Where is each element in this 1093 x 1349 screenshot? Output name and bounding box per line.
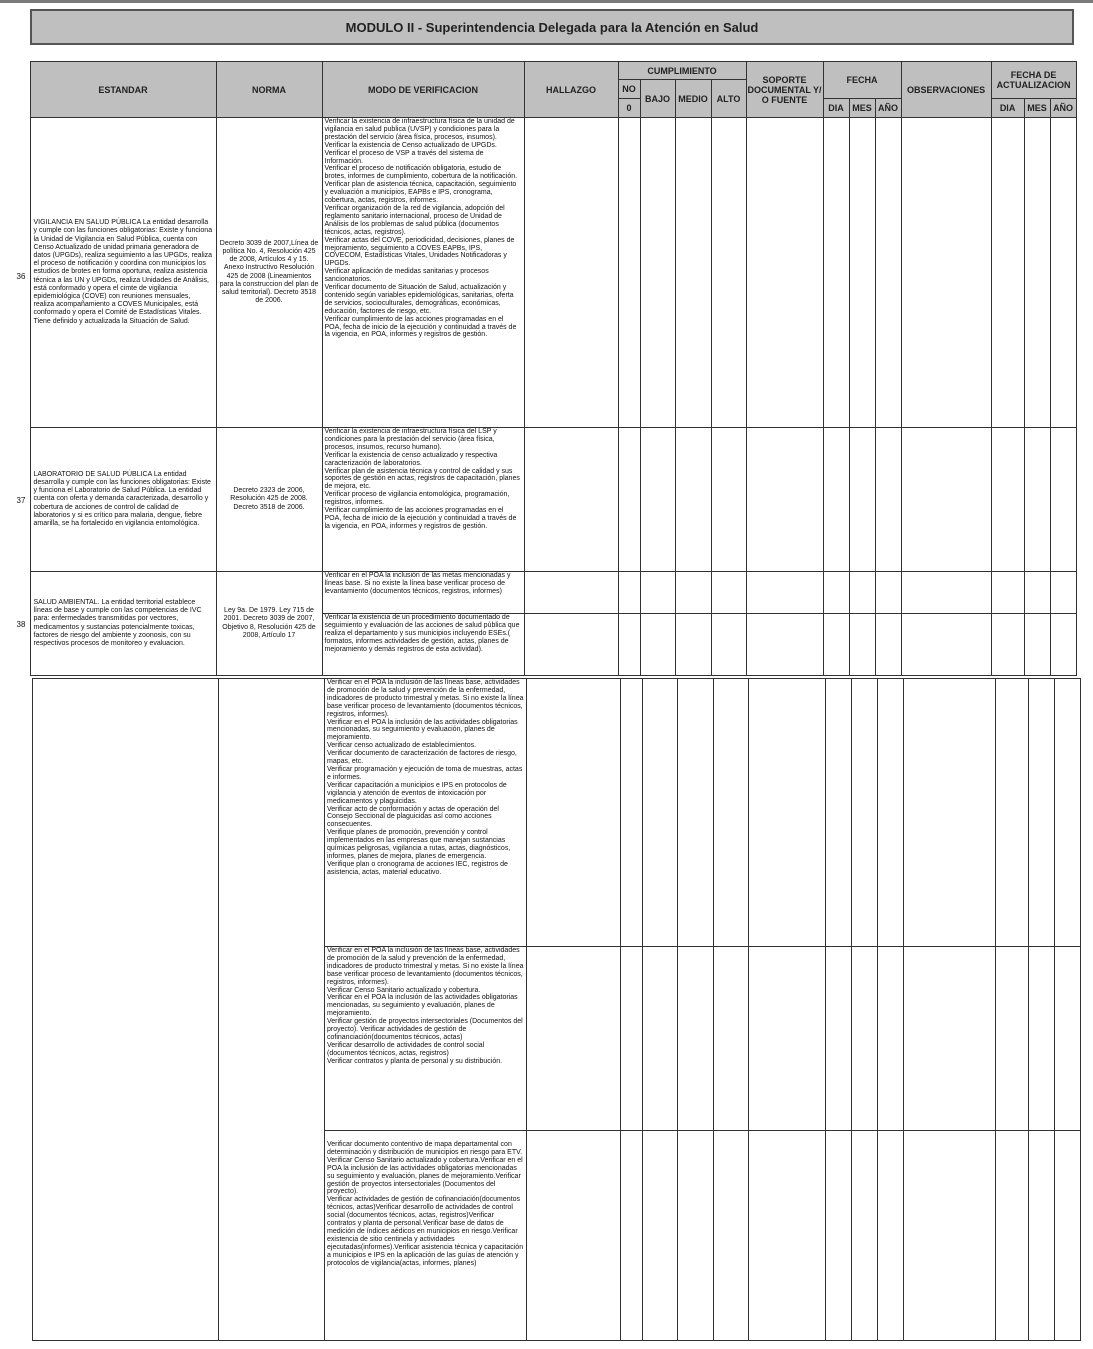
no-cell	[618, 428, 640, 572]
medio-cell	[675, 118, 711, 428]
no-cell	[621, 1131, 643, 1341]
header-norma: NORMA	[216, 62, 322, 118]
header-hallazgo: HALLAZGO	[524, 62, 618, 118]
top-rule	[0, 0, 1093, 3]
alto-cell	[714, 947, 749, 1131]
continuation-table	[32, 678, 1081, 1341]
soporte-cell	[746, 572, 823, 614]
medio-cell	[678, 679, 714, 947]
observaciones-cell	[904, 1131, 996, 1341]
header-modo: MODO DE VERIFICACION	[322, 62, 524, 118]
act-dia-cell	[996, 679, 1029, 947]
table-row	[30, 118, 1076, 428]
estandar-text: VIGILANCIA EN SALUD PÚBLICA La entidad desarrolla y cumple con las funciones obligatorias: Existe y funciona la Unidad de Vigilancia en Salud Pública, cuenta con Censo Actualizado de unidad primaria generadora de datos (UPGDs), realiza seguimiento a las UPGDs, realiza el proceso de notificación y coordina con municipios los estudios de brotes en forma oportuna, realiza asistencia técnica a las UN y UPGDs, realiza Unidades de Análisis, está conformado y opera el cimte de vigilancia epidemiológica (COVE) con reuniones mensuales, realiza acompañamiento a COVES Municipales, está conformado y opera el Comité de Estadísticas Vitales. Tiene definido y actualizada la Situación de Salud.	[33, 219, 213, 325]
hallazgo-cell	[524, 118, 618, 428]
header-act-dia: DIA	[991, 99, 1024, 118]
estandar-text: LABORATORIO DE SALUD PÚBLICA La entidad desarrolla y cumple con las funciones obligatorias: Existe y funciona el Laboratorio de Salud Pública. La entidad cuenta con oferta y demanda caracterizada, desarrollo y cobertura de acciones de control de calidad de laboratorios y si es crítico para malaria, dengue, fiebre amarilla, se ha fortalecido en vigilancia entomológica.	[33, 470, 211, 527]
header-fecha-actualizacion: FECHA DE ACTUALIZACION	[991, 62, 1076, 99]
act-dia-cell	[991, 614, 1024, 676]
fecha-mes-cell	[852, 947, 878, 1131]
bajo-cell	[643, 679, 678, 947]
act-anio-cell	[1055, 947, 1081, 1131]
table-row	[30, 428, 1076, 572]
modo-verificacion-text: Verificar la existencia de infraestructura física de la unidad de vigilancia en salud publica (UVSP) y condiciones para la prestación del servicio (área física, procesos, insumos). Verificar la existencia de Censo actualizado de UPGDs. Verificar el proceso de VSP a través del sistema de Información. Verificar el proceso de notificación obligatoria, estudio de brotes, informes de cumplimiento, cobertura de la notificación. Verificar plan de asistencia técnica, capacitación, seguimiento y evaluación a municipios, EAPBs e IPS, cronograma, cobertura, actas, registros, informes. Verificar organización de la red de vigilancia, adopción del reglamento sanitario internacional, proceso de Unidad de Análisis de los problemas de salud pública (documentos técnicos, actas, registros). Verificar actas del COVE, periodicidad, decisiones, planes de mejoramiento, seguimiento a COVES EAPBs, IPS, COVECOM, Estadísticas Vitales, Unidades Notificadoras y UPGDs. Verificar aplicación de medidas sanitarias y procesos sancionatorios. Verificar documento de Situación de Salud, actualización y contenido según variables epidemiológicas, sanitarias, oferta de servicios, socioculturales, demográficas, económicas, educación, factores de riesgo, etc. Verificar cumplimiento de las acciones programadas en el POA, fecha de inicio de la ejecución y continuidad a través de la vigencia, en POA, informes y registros de gestión.	[322, 118, 524, 428]
modo-verificacion-text: Verificar en el POA la inclusión de las metas mencionadas y líneas base. Si no existe la línea base verificar proceso de levantamiento (documentos técnicos, registros, informes)	[322, 572, 524, 614]
standards-table	[16, 61, 1077, 676]
act-anio-cell	[1055, 679, 1081, 947]
soporte-cell	[746, 428, 823, 572]
medio-cell	[675, 572, 711, 614]
header-observaciones: OBSERVACIONES	[901, 62, 991, 118]
act-dia-cell	[991, 118, 1024, 428]
fecha-dia-cell	[823, 572, 849, 614]
bajo-cell	[643, 1131, 678, 1341]
header-act-mes: MES	[1024, 99, 1050, 118]
act-dia-cell	[996, 947, 1029, 1131]
act-dia-cell	[991, 572, 1024, 614]
alto-cell	[714, 679, 749, 947]
header-cumplimiento: CUMPLIMIENTO	[618, 62, 746, 80]
fecha-anio-cell	[878, 679, 904, 947]
medio-cell	[675, 428, 711, 572]
fecha-mes-cell	[852, 1131, 878, 1341]
act-mes-cell	[1029, 1131, 1055, 1341]
bajo-cell	[640, 118, 675, 428]
header-alto: ALTO	[711, 80, 746, 118]
hallazgo-cell	[527, 947, 621, 1131]
soporte-cell	[749, 1131, 826, 1341]
fecha-anio-cell	[875, 572, 901, 614]
fecha-dia-cell	[826, 1131, 852, 1341]
header-medio: MEDIO	[675, 80, 711, 118]
hallazgo-cell	[527, 1131, 621, 1341]
no-cell	[618, 118, 640, 428]
header-soporte: SOPORTE DOCUMENTAL Y/ O FUENTE	[746, 62, 823, 118]
fecha-dia-cell	[823, 614, 849, 676]
bajo-cell	[640, 572, 675, 614]
bajo-cell	[643, 947, 678, 1131]
act-mes-cell	[1029, 679, 1055, 947]
header-fecha-dia: DIA	[823, 99, 849, 118]
alto-cell	[711, 118, 746, 428]
act-mes-cell	[1029, 947, 1055, 1131]
modo-verificacion-text: Verificar la existencia de un procedimiento documentado de seguimiento y evaluación de las acciones de salud pública que realiza el departamento y sus municipios incluyendo ESEs.( formatos, informes actividades de gestión, actas, planes de mejoramiento y demás registros de esta actividad).	[322, 614, 524, 676]
no-cell	[621, 679, 643, 947]
observaciones-cell	[901, 118, 991, 428]
fecha-anio-cell	[878, 1131, 904, 1341]
modo-verificacion-text: Verificar la existencia de infraestructura física del LSP y condiciones para la prestación del servicio (área física, procesos, insumos, recurso humano). Verificar la existencia de censo actualizado y respectiva caracterización de laboratorios. Verificar plan de asistencia técnica y control de calidad y sus soportes de gestión en actas, registros de capacitación, planes de mejora, etc. Verificar proceso de vigilancia entomológica, programación, registros, informes. Verificar cumplimiento de las acciones programadas en el POA, fecha de inicio de la ejecución y continuidad a través de la vigencia, en POA, informes y registros de gestión.	[322, 428, 524, 572]
modo-verificacion-text: Verificar en el POA la inclusión de las líneas base, actividades de promoción de la salud y prevención de la enfermedad, indicadores de producto trimestral y metas. Si no existe la línea base verificar proceso de levantamiento (documentos técnicos, registros, informes). Verificar Censo Sanitario actualizado y cobertura. Verificar en el POA la inclusión de las actividades obligatorias mencionadas, su seguimiento y evaluación, planes de mejoramiento. Verificar gestión de proyectos intersectoriales (Documentos del proyecto). Verificar actividades de gestión de cofinanciación(documentos técnicos, actas) Verificar desarrollo de actividades de control social (documentos técnicos, actas, registros) Verificar contratos y planta de personal y su distribución.	[325, 947, 527, 1131]
fecha-mes-cell	[849, 428, 875, 572]
hallazgo-cell	[527, 679, 621, 947]
medio-cell	[675, 614, 711, 676]
act-anio-cell	[1050, 118, 1076, 428]
alto-cell	[711, 572, 746, 614]
no-cell	[618, 572, 640, 614]
estandar-cell	[33, 679, 219, 1341]
header-fecha: FECHA	[823, 62, 901, 99]
medio-cell	[678, 947, 714, 1131]
act-anio-cell	[1050, 572, 1076, 614]
modo-verificacion-text: Verificar en el POA la inclusión de las líneas base, actividades de promoción de la salud y prevención de la enfermedad, indicadores de producto trimestral y metas. Si no existe la línea base verificar proceso de levantamiento (documentos técnicos, registros, informes). Verificar en el POA la inclusión de las actividades obligatorias mencionadas, su seguimiento y evaluación, planes de mejoramiento. Verificar censo actualizado de establecimientos. Verificar documento de caracterización de factores de riesgo, mapas, etc. Verificar programación y ejecución de toma de muestras, actas e informes. Verificar capacitación a municipios e IPS en protocolos de vigilancia y atención de eventos de intoxicación por medicamentos y plaguicidas. Verificar acto de conformación y actas de operación del Consejo Seccional de plaguicidas así como acciones consecuentes. Verifique planes de promoción, prevención y control implementados en las empresas que manejan sustancias químicas peligrosas, vigilancia a rutas, actas, diagnósticos, informes, planes de mejora, planes de emergencia. Verifique plan o cronograma de acciones IEC, registros de asistencia, actas, material educativo.	[325, 679, 527, 947]
observaciones-cell	[901, 428, 991, 572]
alto-cell	[711, 428, 746, 572]
header-fecha-anio: AÑO	[875, 99, 901, 118]
act-mes-cell	[1024, 614, 1050, 676]
fecha-anio-cell	[878, 947, 904, 1131]
norma-text: Decreto 3039 de 2007,Línea de política No. 4, Resolución 425 de 2008, Artículos 4 y 15. Anexo Instructivo Resolución 425 de 2008 (Lineamientos para la construccion del plan de salud territorial). Decreto 3518 de 2006.	[216, 118, 322, 428]
header-fecha-mes: MES	[849, 99, 875, 118]
act-mes-cell	[1024, 118, 1050, 428]
norma-text: Decreto 2323 de 2006, Resolución 425 de 2008. Decreto 3518 de 2006.	[216, 428, 322, 572]
soporte-cell	[749, 679, 826, 947]
fecha-mes-cell	[849, 572, 875, 614]
act-anio-cell	[1050, 428, 1076, 572]
observaciones-cell	[901, 572, 991, 614]
hallazgo-cell	[524, 614, 618, 676]
fecha-anio-cell	[875, 428, 901, 572]
fecha-dia-cell	[823, 428, 849, 572]
alto-cell	[714, 1131, 749, 1341]
soporte-cell	[746, 614, 823, 676]
row-number: 37	[16, 495, 26, 505]
norma-cell	[219, 679, 325, 1341]
no-cell	[621, 947, 643, 1131]
observaciones-cell	[904, 947, 996, 1131]
medio-cell	[678, 1131, 714, 1341]
header-estandar: ESTANDAR	[30, 62, 216, 118]
header-no: NO	[618, 80, 640, 99]
bajo-cell	[640, 614, 675, 676]
no-cell	[618, 614, 640, 676]
soporte-cell	[746, 118, 823, 428]
table-row	[33, 679, 1081, 947]
soporte-cell	[749, 947, 826, 1131]
act-anio-cell	[1055, 1131, 1081, 1341]
observaciones-cell	[901, 614, 991, 676]
modo-verificacion-text: Verificar documento contentivo de mapa departamental con determinación y distribución de municipios en riesgo para ETV. Verificar Censo Sanitario actualizado y cobertura.Verificar en el POA la inclusión de las actividades obligatorias mencionadas su seguimiento y evaluación, planes de mejoramiento.Verificar gestión de proyectos intersectoriales (Documentos del proyecto). Verificar actividades de gestión de cofinanciación(documentos técnicos, actas)Verificar desarrollo de actividades de control social (documentos técnicos, actas, registros)Verificar contratos y planta de personal.Verificar base de datos de medición de índices aédicos en municipios en riesgo.Verificar existencia de sitio centinela y actividades ejecutadas(informes).Verificar asistencia técnica y capacitación a municipios e IPS en la aplicación de las guías de atención y protocolos de vigilancia(actas, informes, planes)	[325, 1131, 527, 1341]
act-dia-cell	[996, 1131, 1029, 1341]
alto-cell	[711, 614, 746, 676]
fecha-dia-cell	[826, 679, 852, 947]
row-number: 36	[16, 271, 26, 281]
fecha-mes-cell	[849, 614, 875, 676]
header-bajo: BAJO	[640, 80, 675, 118]
estandar-text: SALUD AMBIENTAL. La entidad territorial establece líneas de base y cumple con las competencias de IVC para: enfermedades transmitidas por vectores, medicamentos y sustancias potencialmente toxicas, factores de riesgo del ambiente y zoonosis, con su respectivos procesos de monitoreo y evaluacion.	[33, 598, 202, 647]
row-number: 38	[16, 620, 26, 630]
fecha-mes-cell	[849, 118, 875, 428]
bajo-cell	[640, 428, 675, 572]
observaciones-cell	[904, 679, 996, 947]
act-mes-cell	[1024, 572, 1050, 614]
header-no-value: 0	[618, 99, 640, 118]
act-mes-cell	[1024, 428, 1050, 572]
header-act-anio: AÑO	[1050, 99, 1076, 118]
hallazgo-cell	[524, 428, 618, 572]
norma-text: Ley 9a. De 1979. Ley 715 de 2001. Decreto 3039 de 2007, Objetivo 8, Resolución 425 de 2008, Artículo 17	[216, 572, 322, 676]
act-dia-cell	[991, 428, 1024, 572]
act-anio-cell	[1050, 614, 1076, 676]
fecha-anio-cell	[875, 118, 901, 428]
fecha-dia-cell	[826, 947, 852, 1131]
fecha-dia-cell	[823, 118, 849, 428]
module-title: MODULO II - Superintendencia Delegada para la Atención en Salud	[30, 9, 1074, 45]
table-row	[30, 572, 1076, 614]
fecha-anio-cell	[875, 614, 901, 676]
fecha-mes-cell	[852, 679, 878, 947]
hallazgo-cell	[524, 572, 618, 614]
